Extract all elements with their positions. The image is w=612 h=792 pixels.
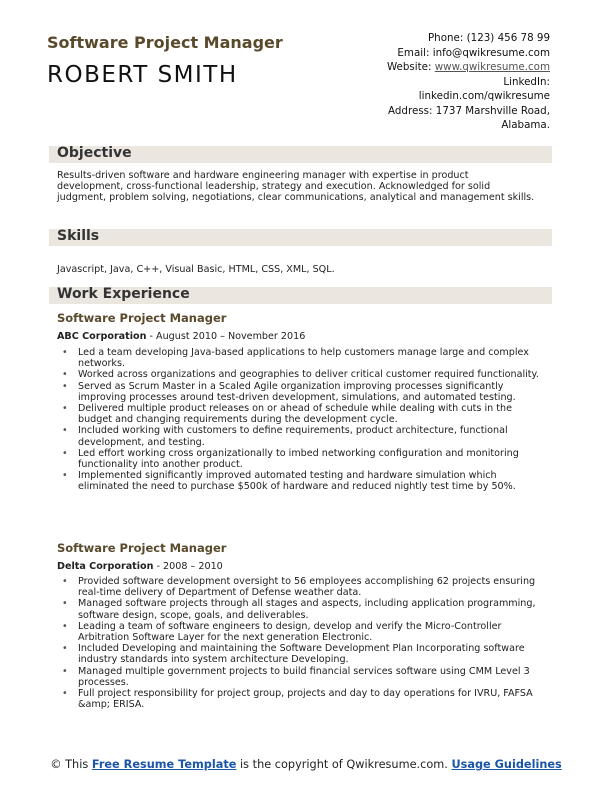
list-item: • Provided software development oversight to 56 employees accomplishing 62 projects ensuring real-time delivery of Department of Defense weather data. [62, 576, 542, 598]
skills-heading-bar [49, 229, 552, 246]
list-item: • Managed software projects through all stages and aspects, including application programming, software design, scope, goals, and deliverables. [62, 598, 542, 620]
list-item: • Managed multiple government projects to build financial services software using CMM Level 3 processes. [62, 666, 542, 688]
website-link[interactable]: www.qwikresume.com [434, 61, 550, 73]
contact-linkedin: linkedin.com/qwikresume [418, 90, 550, 102]
objective-heading-bar [49, 146, 552, 163]
list-item: • Delivered multiple product releases on or ahead of schedule while dealing with cuts in the budget and changing requirements during the development cycle. [62, 403, 542, 425]
contact-block [387, 31, 550, 133]
contact-phone: Phone: (123) 456 78 99 [427, 32, 550, 44]
objective-heading: Objective [57, 145, 132, 161]
skills-text: Javascript, Java, C++, Visual Basic, HTML, CSS, XML, SQL. [57, 264, 335, 275]
contact-address-line2: Alabama. [501, 119, 550, 131]
usage-guidelines-link[interactable]: Usage Guidelines [451, 758, 562, 771]
list-item: • Included Developing and maintaining the Software Development Plan Incorporating software industry standards into system architecture Developing. [62, 643, 542, 665]
job-bullets [62, 347, 542, 493]
job-title: Software Project Manager [57, 541, 227, 555]
contact-address: Address: 1737 Marshville Road, [388, 104, 550, 117]
job-employer [57, 561, 223, 572]
company-name: ABC Corporation [57, 331, 147, 342]
list-item: • Included working with customers to define requirements, product architecture, functional development, and testing. [62, 425, 542, 447]
contact-email: Email: info@qwikresume.com [397, 46, 550, 59]
job-dates: - 2008 – 2010 [153, 561, 223, 572]
list-item: • Served as Scrum Master in a Scaled Agile organization improving processes significantly improving processes around test-driven development, simulations, and automated testing. [62, 381, 542, 403]
list-item: • Led a team developing Java-based applications to help customers manage large and complex networks. [62, 347, 542, 369]
list-item: • Implemented significantly improved automated testing and hardware simulation which eliminated the need to purchase $500k of hardware and reduced nightly test time by 50%. [62, 470, 542, 492]
experience-heading: Work Experience [57, 286, 190, 302]
list-item: • Leading a team of software engineers to design, develop and verify the Micro-Controller Arbitration Software Layer for the next generation Electronic. [62, 621, 542, 643]
list-item: • Full project responsibility for project group, projects and day to day operations for IVRU, FAFSA &amp; ERISA. [62, 688, 542, 710]
footer-copyright: © This Free Resume Template is the copyright of Qwikresume.com. Usage Guidelines [50, 758, 562, 771]
candidate-name: ROBERT SMITH [47, 62, 238, 88]
skills-heading: Skills [57, 228, 100, 244]
company-name: Delta Corporation [57, 561, 154, 572]
job-employer [57, 331, 305, 342]
list-item: • Led effort working cross organizationally to imbed networking configuration and monitoring functionality into another product. [62, 448, 542, 470]
list-item: • Worked across organizations and geographies to deliver critical customer required functionality. [62, 369, 542, 380]
contact-website: Website: www.qwikresume.com [386, 61, 550, 73]
job-bullets [62, 576, 542, 710]
job-title: Software Project Manager [57, 311, 227, 325]
free-resume-template-link[interactable]: Free Resume Template [91, 758, 237, 771]
experience-heading-bar [49, 287, 552, 304]
resume-title: Software Project Manager [47, 33, 283, 52]
contact-linkedin-label: LinkedIn: [503, 75, 550, 88]
objective-text: Results-driven software and hardware engineering manager with expertise in product development, cross-functional leadership, strategy and execution. Acknowledged for solid judgment, problem solving, negotiations, clear communications, analytical and management skills. [57, 170, 535, 204]
job-dates: - August 2010 – November 2016 [146, 331, 306, 342]
